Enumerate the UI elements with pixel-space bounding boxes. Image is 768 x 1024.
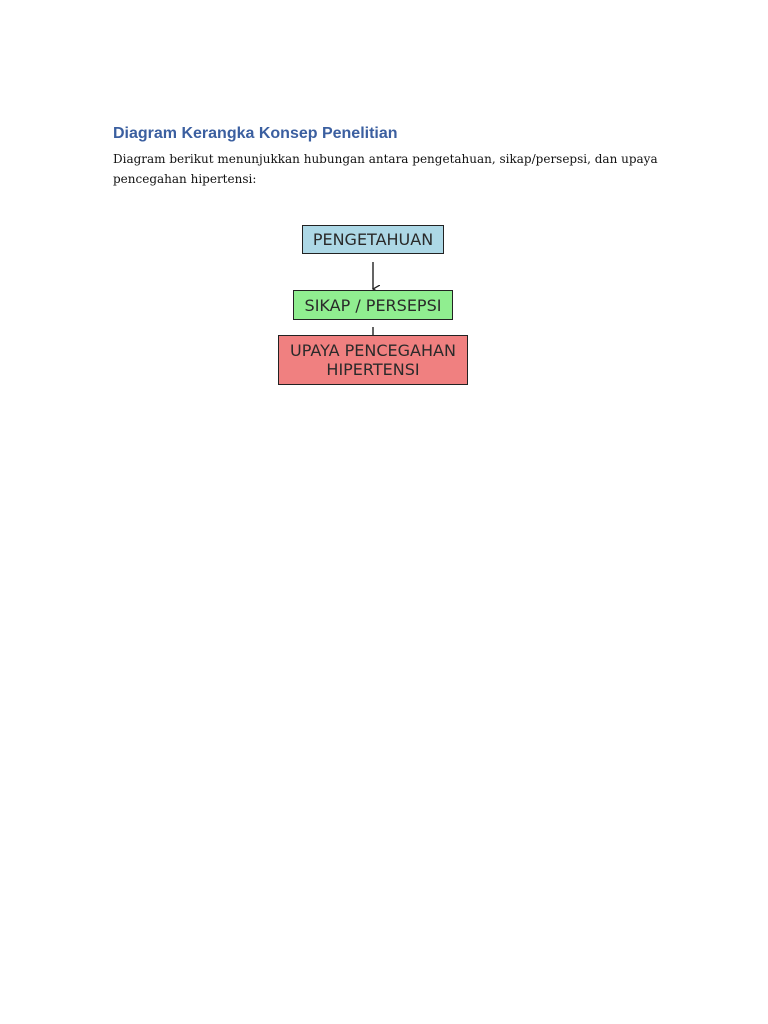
node-pengetahuan: PENGETAHUAN <box>302 225 444 254</box>
node-sikap-persepsi: SIKAP / PERSEPSI <box>293 290 453 320</box>
document-description: Diagram berikut menunjukkan hubungan antara pengetahuan, sikap/persepsi, dan upaya pencegahan hipertensi: <box>113 152 658 186</box>
document-title: Diagram Kerangka Konsep Penelitian <box>113 125 398 142</box>
node-upaya-pencegahan: UPAYA PENCEGAHAN HIPERTENSI <box>278 335 468 385</box>
